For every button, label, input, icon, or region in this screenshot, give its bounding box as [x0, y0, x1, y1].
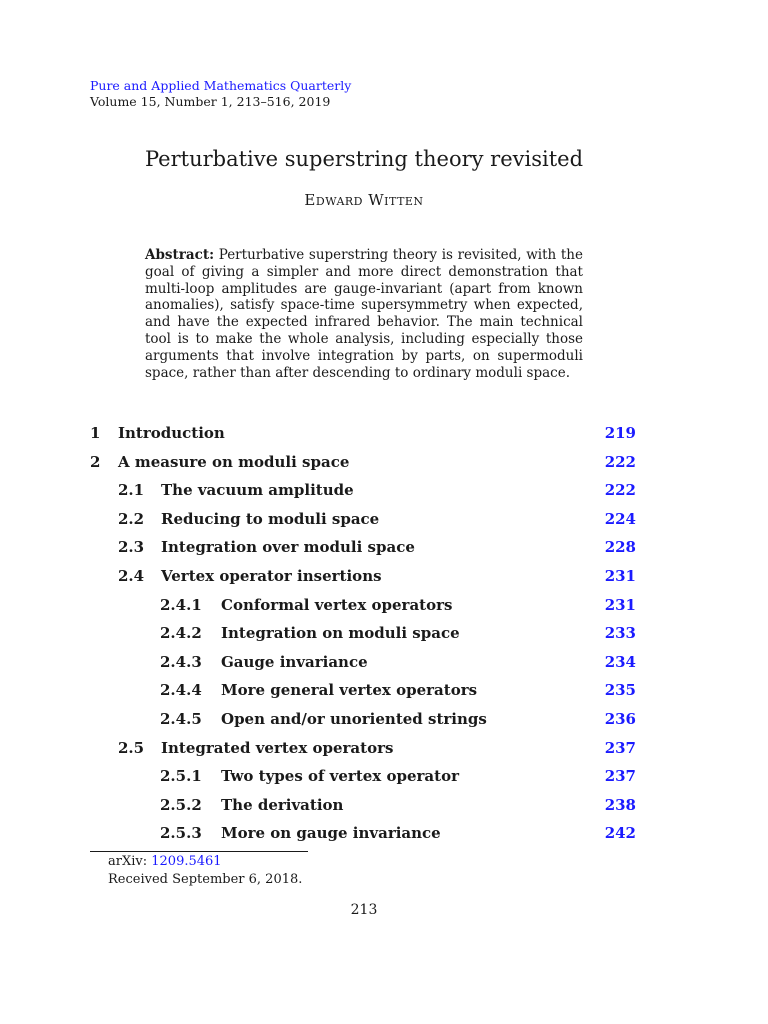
- toc-entry[interactable]: [90, 796, 636, 818]
- toc-page-link[interactable]: 222: [604, 481, 636, 500]
- toc-entry[interactable]: [90, 596, 636, 618]
- toc-section-title: Integration on moduli space: [221, 624, 460, 643]
- volume-info: Volume 15, Number 1, 213–516, 2019: [90, 94, 331, 109]
- page-number: 213: [350, 902, 378, 918]
- toc-section-number: 2.1: [118, 481, 145, 500]
- toc-section-number: 2.5.3: [160, 824, 202, 843]
- toc-page-link[interactable]: 234: [604, 652, 636, 671]
- toc-section-title: Open and/or unoriented strings: [221, 710, 487, 728]
- toc-section-number: 2.5: [118, 738, 145, 757]
- toc-entry[interactable]: [90, 510, 636, 532]
- toc-section-title: Conformal vertex operators: [221, 595, 453, 614]
- toc-page-link[interactable]: 231: [604, 567, 636, 585]
- arxiv-id-link[interactable]: 1209.5461: [151, 854, 222, 869]
- toc-entry[interactable]: [90, 824, 636, 846]
- toc-entry[interactable]: [90, 681, 636, 703]
- toc-page-link[interactable]: 224: [604, 509, 636, 528]
- toc-entry[interactable]: [90, 653, 636, 675]
- toc-entry[interactable]: [90, 453, 636, 475]
- toc-section-title: Reducing to moduli space: [161, 509, 380, 528]
- abstract-label: Abstract:: [145, 247, 215, 263]
- toc-entry[interactable]: [90, 767, 636, 789]
- toc-section-title: Gauge invariance: [221, 652, 368, 671]
- toc-section-title: Integration over moduli space: [161, 538, 415, 557]
- toc-page-link[interactable]: 236: [604, 710, 636, 728]
- toc-section-title: More on gauge invariance: [221, 824, 441, 843]
- toc-section-number: 2.4.1: [160, 595, 202, 614]
- toc-section-number: 2.3: [118, 538, 145, 557]
- toc-section-number: 1: [90, 424, 101, 442]
- toc-section-title: Two types of vertex operator: [221, 767, 459, 786]
- toc-page-link[interactable]: 219: [604, 424, 636, 442]
- toc-section-title: Integrated vertex operators: [161, 738, 394, 757]
- toc-section-number: 2.4: [118, 567, 145, 585]
- journal-name-link[interactable]: Pure and Applied Mathematics Quarterly: [90, 78, 352, 93]
- toc-page-link[interactable]: 228: [604, 538, 636, 557]
- arxiv-footnote: [108, 854, 222, 870]
- toc-section-title: More general vertex operators: [221, 681, 478, 700]
- abstract-text: Perturbative superstring theory is revisited, with the goal of giving a simpler and more direct demonstration that multi-loop amplitudes are gauge-invariant (apart from known anomalies), satisfy space-time supersymmetry when expected, and have the expected infrared behavior. The main technical tool is to make the whole analysis, including especially those arguments that involve integration by parts, on supermoduli space, rather than after descending to ordinary moduli space.: [145, 247, 583, 381]
- toc-section-number: 2.5.2: [160, 795, 202, 814]
- toc-page-link[interactable]: 233: [604, 624, 636, 643]
- toc-section-title: Introduction: [118, 424, 225, 442]
- toc-page-link[interactable]: 237: [604, 738, 636, 757]
- toc-section-title: Vertex operator insertions: [161, 567, 382, 585]
- toc-page-link[interactable]: 235: [604, 681, 636, 700]
- author-name: Edward Witten: [304, 191, 424, 209]
- toc-entry[interactable]: [90, 739, 636, 761]
- toc-page-link[interactable]: 237: [604, 767, 636, 786]
- toc-page-link[interactable]: 238: [604, 795, 636, 814]
- toc-page-link[interactable]: 242: [604, 824, 636, 843]
- toc-section-number: 2.4.2: [160, 624, 202, 643]
- toc-section-number: 2.2: [118, 509, 145, 528]
- toc-section-title: The derivation: [221, 795, 344, 814]
- received-date: Received September 6, 2018.: [108, 872, 303, 887]
- toc-entry[interactable]: [90, 424, 636, 446]
- abstract: [145, 247, 583, 381]
- toc-section-title: A measure on moduli space: [118, 452, 350, 471]
- toc-entry[interactable]: [90, 624, 636, 646]
- toc-section-title: The vacuum amplitude: [161, 481, 354, 500]
- toc-section-number: 2.4.3: [160, 652, 202, 671]
- toc-entry[interactable]: [90, 538, 636, 560]
- toc-entry[interactable]: [90, 481, 636, 503]
- toc-section-number: 2.5.1: [160, 767, 202, 786]
- toc-entry[interactable]: [90, 710, 636, 732]
- paper-title: Perturbative superstring theory revisited: [144, 147, 584, 171]
- toc-entry[interactable]: [90, 567, 636, 589]
- arxiv-label: arXiv:: [108, 854, 148, 869]
- footnote-rule: [90, 851, 308, 852]
- toc-page-link[interactable]: 231: [604, 595, 636, 614]
- toc-section-number: 2.4.4: [160, 681, 202, 700]
- toc-section-number: 2.4.5: [160, 710, 202, 728]
- toc-section-number: 2: [90, 452, 101, 471]
- toc-page-link[interactable]: 222: [604, 452, 636, 471]
